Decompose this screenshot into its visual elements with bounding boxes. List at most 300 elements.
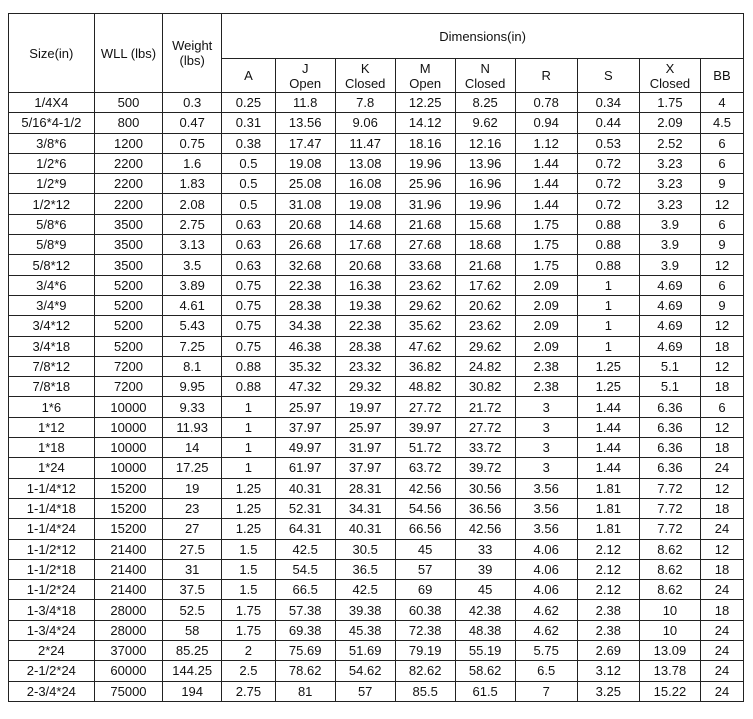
table-cell: 15200 — [94, 478, 163, 498]
table-cell: 1-1/4*18 — [9, 498, 95, 518]
table-cell: 2.38 — [515, 377, 577, 397]
table-cell: 8.62 — [639, 559, 700, 579]
table-cell: 36.82 — [395, 356, 455, 376]
table-cell: 1-3/4*24 — [9, 620, 95, 640]
table-cell: 5/8*9 — [9, 235, 95, 255]
table-cell: 25.08 — [275, 174, 335, 194]
table-cell: 25.97 — [335, 417, 395, 437]
table-row — [9, 174, 744, 194]
table-cell: 1200 — [94, 133, 163, 153]
table-cell: 6.5 — [515, 661, 577, 681]
table-cell: 24 — [700, 519, 743, 539]
table-cell: 1.81 — [577, 478, 639, 498]
table-cell: 2.09 — [515, 275, 577, 295]
table-cell: 72.38 — [395, 620, 455, 640]
table-cell: 6.36 — [639, 417, 700, 437]
table-cell: 19.96 — [395, 153, 455, 173]
table-cell: 15200 — [94, 498, 163, 518]
table-row — [9, 559, 744, 579]
table-cell: 28.31 — [335, 478, 395, 498]
table-cell: 13.96 — [455, 153, 515, 173]
table-cell: 18.68 — [455, 235, 515, 255]
table-cell: 29.32 — [335, 377, 395, 397]
table-row — [9, 133, 744, 153]
table-cell: 42.38 — [455, 600, 515, 620]
table-cell: 34.31 — [335, 498, 395, 518]
table-cell: 0.88 — [222, 356, 276, 376]
table-cell: 2*24 — [9, 641, 95, 661]
table-cell: 1.44 — [577, 438, 639, 458]
table-cell: 3.9 — [639, 235, 700, 255]
table-cell: 11.8 — [275, 93, 335, 113]
table-cell: 18 — [700, 600, 743, 620]
table-cell: 2.12 — [577, 580, 639, 600]
table-cell: 1/4X4 — [9, 93, 95, 113]
table-cell: 0.72 — [577, 153, 639, 173]
table-cell: 30.5 — [335, 539, 395, 559]
table-cell: 85.5 — [395, 681, 455, 701]
table-cell: 31 — [163, 559, 222, 579]
table-cell: 3.9 — [639, 214, 700, 234]
table-cell: 3/4*18 — [9, 336, 95, 356]
table-cell: 2.09 — [515, 336, 577, 356]
table-cell: 39 — [455, 559, 515, 579]
table-cell: 2.09 — [515, 316, 577, 336]
table-cell: 28000 — [94, 600, 163, 620]
table-cell: 19.08 — [275, 153, 335, 173]
table-cell: 5200 — [94, 275, 163, 295]
table-cell: 31.96 — [395, 194, 455, 214]
table-cell: 6.36 — [639, 438, 700, 458]
table-row — [9, 295, 744, 315]
header-row-top — [9, 14, 744, 59]
table-cell: 31.97 — [335, 438, 395, 458]
table-cell: 21400 — [94, 559, 163, 579]
table-cell: 1.6 — [163, 153, 222, 173]
table-cell: 39.72 — [455, 458, 515, 478]
table-cell: 13.09 — [639, 641, 700, 661]
table-cell: 2.5 — [222, 661, 276, 681]
table-cell: 42.5 — [275, 539, 335, 559]
table-cell: 75000 — [94, 681, 163, 701]
table-cell: 3.5 — [163, 255, 222, 275]
table-cell: 31.08 — [275, 194, 335, 214]
table-cell: 0.63 — [222, 255, 276, 275]
table-cell: 6 — [700, 275, 743, 295]
table-cell: 1*6 — [9, 397, 95, 417]
table-cell: 2.52 — [639, 133, 700, 153]
table-cell: 27.68 — [395, 235, 455, 255]
table-cell: 0.34 — [577, 93, 639, 113]
table-cell: 9.62 — [455, 113, 515, 133]
table-cell: 2.09 — [515, 295, 577, 315]
table-row — [9, 113, 744, 133]
table-cell: 69 — [395, 580, 455, 600]
table-cell: 2.69 — [577, 641, 639, 661]
table-row — [9, 458, 744, 478]
table-row — [9, 255, 744, 275]
table-cell: 8.25 — [455, 93, 515, 113]
table-cell: 1 — [577, 336, 639, 356]
table-cell: 1/2*9 — [9, 174, 95, 194]
table-cell: 0.75 — [222, 316, 276, 336]
table-cell: 2.38 — [577, 600, 639, 620]
table-cell: 66.56 — [395, 519, 455, 539]
table-row — [9, 316, 744, 336]
table-cell: 0.25 — [222, 93, 276, 113]
table-cell: 20.68 — [275, 214, 335, 234]
table-row — [9, 194, 744, 214]
table-cell: 49.97 — [275, 438, 335, 458]
table-cell: 7.8 — [335, 93, 395, 113]
table-cell: 4.5 — [700, 113, 743, 133]
table-cell: 17.47 — [275, 133, 335, 153]
table-cell: 18 — [700, 438, 743, 458]
table-cell: 2200 — [94, 174, 163, 194]
specification-table — [8, 13, 744, 702]
table-cell: 12 — [700, 539, 743, 559]
table-cell: 2.75 — [222, 681, 276, 701]
table-cell: 12 — [700, 255, 743, 275]
table-cell: 5.75 — [515, 641, 577, 661]
table-cell: 0.88 — [577, 255, 639, 275]
table-cell: 0.75 — [222, 336, 276, 356]
table-cell: 9 — [700, 295, 743, 315]
table-cell: 1-1/2*12 — [9, 539, 95, 559]
table-cell: 3.89 — [163, 275, 222, 295]
table-cell: 1 — [577, 275, 639, 295]
table-cell: 10000 — [94, 438, 163, 458]
table-cell: 20.62 — [455, 295, 515, 315]
table-cell: 6 — [700, 153, 743, 173]
table-cell: 3/4*12 — [9, 316, 95, 336]
table-cell: 1.81 — [577, 519, 639, 539]
table-cell: 1.25 — [222, 519, 276, 539]
table-cell: 5/8*12 — [9, 255, 95, 275]
header-weight: Weight (lbs) — [163, 14, 222, 93]
table-cell: 1-1/2*18 — [9, 559, 95, 579]
table-cell: 3.23 — [639, 194, 700, 214]
table-cell: 14 — [163, 438, 222, 458]
table-cell: 3.9 — [639, 255, 700, 275]
table-cell: 1.44 — [515, 174, 577, 194]
table-cell: 21400 — [94, 539, 163, 559]
table-cell: 10000 — [94, 397, 163, 417]
table-row — [9, 397, 744, 417]
table-cell: 10 — [639, 600, 700, 620]
table-cell: 17.68 — [335, 235, 395, 255]
table-cell: 24 — [700, 681, 743, 701]
table-cell: 0.44 — [577, 113, 639, 133]
table-cell: 7/8*18 — [9, 377, 95, 397]
table-cell: 2200 — [94, 153, 163, 173]
table-cell: 1.75 — [222, 620, 276, 640]
table-cell: 45.38 — [335, 620, 395, 640]
table-row — [9, 478, 744, 498]
table-cell: 79.19 — [395, 641, 455, 661]
table-cell: 13.08 — [335, 153, 395, 173]
table-cell: 3.25 — [577, 681, 639, 701]
table-cell: 85.25 — [163, 641, 222, 661]
table-row — [9, 580, 744, 600]
table-cell: 12 — [700, 417, 743, 437]
table-cell: 10 — [639, 620, 700, 640]
table-cell: 37.5 — [163, 580, 222, 600]
table-cell: 42.5 — [335, 580, 395, 600]
table-cell: 42.56 — [395, 478, 455, 498]
table-cell: 1 — [222, 397, 276, 417]
table-cell: 0.63 — [222, 214, 276, 234]
table-row — [9, 153, 744, 173]
table-cell: 1-1/2*24 — [9, 580, 95, 600]
table-cell: 12 — [700, 316, 743, 336]
table-cell: 54.5 — [275, 559, 335, 579]
table-cell: 39.97 — [395, 417, 455, 437]
table-row — [9, 275, 744, 295]
table-cell: 16.96 — [455, 174, 515, 194]
table-row — [9, 620, 744, 640]
table-cell: 22.38 — [275, 275, 335, 295]
table-cell: 1*24 — [9, 458, 95, 478]
table-cell: 3 — [515, 438, 577, 458]
table-cell: 1.44 — [577, 397, 639, 417]
table-cell: 19.08 — [335, 194, 395, 214]
table-row — [9, 661, 744, 681]
header-dimension-2: K Closed — [335, 59, 395, 93]
table-cell: 42.56 — [455, 519, 515, 539]
table-cell: 22.38 — [335, 316, 395, 336]
table-cell: 1/2*12 — [9, 194, 95, 214]
table-cell: 48.82 — [395, 377, 455, 397]
header-size: Size(in) — [9, 14, 95, 93]
table-row — [9, 377, 744, 397]
table-row — [9, 214, 744, 234]
table-cell: 1.25 — [577, 356, 639, 376]
table-cell: 28.38 — [275, 295, 335, 315]
table-cell: 13.56 — [275, 113, 335, 133]
table-cell: 1.44 — [577, 458, 639, 478]
table-cell: 4.06 — [515, 580, 577, 600]
table-row — [9, 438, 744, 458]
table-cell: 15.22 — [639, 681, 700, 701]
table-cell: 3 — [515, 397, 577, 417]
table-cell: 1.5 — [222, 580, 276, 600]
table-cell: 66.5 — [275, 580, 335, 600]
table-cell: 3.23 — [639, 153, 700, 173]
table-cell: 3.23 — [639, 174, 700, 194]
table-cell: 4.06 — [515, 539, 577, 559]
table-cell: 5200 — [94, 295, 163, 315]
table-header — [9, 14, 744, 93]
table-cell: 29.62 — [395, 295, 455, 315]
table-cell: 24.82 — [455, 356, 515, 376]
table-cell: 27.72 — [455, 417, 515, 437]
table-cell: 10000 — [94, 417, 163, 437]
table-cell: 1*18 — [9, 438, 95, 458]
table-cell: 4.69 — [639, 316, 700, 336]
table-cell: 1.5 — [222, 559, 276, 579]
table-row — [9, 539, 744, 559]
table-cell: 2.12 — [577, 539, 639, 559]
table-cell: 11.93 — [163, 417, 222, 437]
header-dimension-7: X Closed — [639, 59, 700, 93]
table-cell: 1/2*6 — [9, 153, 95, 173]
table-cell: 36.56 — [455, 498, 515, 518]
table-cell: 0.72 — [577, 174, 639, 194]
table-cell: 7.72 — [639, 519, 700, 539]
table-cell: 27.5 — [163, 539, 222, 559]
table-cell: 9 — [700, 235, 743, 255]
table-cell: 54.62 — [335, 661, 395, 681]
table-cell: 33 — [455, 539, 515, 559]
table-cell: 0.47 — [163, 113, 222, 133]
table-cell: 2.08 — [163, 194, 222, 214]
table-cell: 1 — [222, 417, 276, 437]
table-cell: 3.56 — [515, 478, 577, 498]
table-cell: 1.83 — [163, 174, 222, 194]
table-cell: 14.68 — [335, 214, 395, 234]
header-dimension-5: R — [515, 59, 577, 93]
table-cell: 4.69 — [639, 295, 700, 315]
table-cell: 0.72 — [577, 194, 639, 214]
table-row — [9, 417, 744, 437]
table-cell: 0.75 — [222, 275, 276, 295]
table-body — [9, 93, 744, 702]
table-cell: 45 — [455, 580, 515, 600]
table-cell: 64.31 — [275, 519, 335, 539]
table-cell: 21.68 — [455, 255, 515, 275]
table-cell: 0.63 — [222, 235, 276, 255]
table-cell: 48.38 — [455, 620, 515, 640]
table-cell: 6 — [700, 397, 743, 417]
table-cell: 5200 — [94, 336, 163, 356]
table-cell: 37.97 — [335, 458, 395, 478]
table-cell: 1.44 — [515, 194, 577, 214]
table-cell: 29.62 — [455, 336, 515, 356]
table-row — [9, 356, 744, 376]
table-cell: 57.38 — [275, 600, 335, 620]
table-cell: 3/8*6 — [9, 133, 95, 153]
table-cell: 6 — [700, 214, 743, 234]
table-cell: 9.06 — [335, 113, 395, 133]
table-cell: 4.62 — [515, 620, 577, 640]
table-row — [9, 93, 744, 113]
table-cell: 54.56 — [395, 498, 455, 518]
table-cell: 3500 — [94, 235, 163, 255]
table-cell: 19.38 — [335, 295, 395, 315]
table-cell: 4.69 — [639, 336, 700, 356]
table-cell: 12 — [700, 478, 743, 498]
table-cell: 19 — [163, 478, 222, 498]
table-cell: 10000 — [94, 458, 163, 478]
table-row — [9, 600, 744, 620]
table-cell: 1-3/4*18 — [9, 600, 95, 620]
table-row — [9, 519, 744, 539]
table-cell: 4.62 — [515, 600, 577, 620]
table-cell: 6.36 — [639, 458, 700, 478]
table-cell: 3500 — [94, 214, 163, 234]
table-cell: 24 — [700, 620, 743, 640]
table-cell: 20.68 — [335, 255, 395, 275]
table-cell: 4.69 — [639, 275, 700, 295]
table-cell: 37000 — [94, 641, 163, 661]
table-cell: 25.96 — [395, 174, 455, 194]
table-cell: 3/4*6 — [9, 275, 95, 295]
table-cell: 24 — [700, 458, 743, 478]
table-cell: 3.56 — [515, 519, 577, 539]
header-dimension-4: N Closed — [455, 59, 515, 93]
table-cell: 82.62 — [395, 661, 455, 681]
table-cell: 6.36 — [639, 397, 700, 417]
table-cell: 28000 — [94, 620, 163, 640]
table-cell: 45 — [395, 539, 455, 559]
header-dimension-1: J Open — [275, 59, 335, 93]
table-cell: 14.12 — [395, 113, 455, 133]
table-cell: 25.97 — [275, 397, 335, 417]
table-cell: 51.69 — [335, 641, 395, 661]
table-cell: 27.72 — [395, 397, 455, 417]
table-cell: 40.31 — [335, 519, 395, 539]
table-cell: 75.69 — [275, 641, 335, 661]
table-cell: 6 — [700, 133, 743, 153]
table-cell: 0.78 — [515, 93, 577, 113]
table-cell: 1.12 — [515, 133, 577, 153]
table-cell: 0.5 — [222, 153, 276, 173]
table-cell: 47.62 — [395, 336, 455, 356]
table-cell: 35.32 — [275, 356, 335, 376]
table-cell: 57 — [395, 559, 455, 579]
table-cell: 0.94 — [515, 113, 577, 133]
table-cell: 46.38 — [275, 336, 335, 356]
table-cell: 5.43 — [163, 316, 222, 336]
table-cell: 12 — [700, 356, 743, 376]
table-cell: 23.62 — [455, 316, 515, 336]
table-cell: 58.62 — [455, 661, 515, 681]
table-cell: 60000 — [94, 661, 163, 681]
table-row — [9, 641, 744, 661]
table-cell: 0.53 — [577, 133, 639, 153]
table-cell: 52.5 — [163, 600, 222, 620]
table-cell: 0.75 — [163, 133, 222, 153]
table-cell: 2-1/2*24 — [9, 661, 95, 681]
table-cell: 18.16 — [395, 133, 455, 153]
table-cell: 2.12 — [577, 559, 639, 579]
table-cell: 55.19 — [455, 641, 515, 661]
table-cell: 18 — [700, 336, 743, 356]
table-cell: 5/8*6 — [9, 214, 95, 234]
table-cell: 11.47 — [335, 133, 395, 153]
table-cell: 17.62 — [455, 275, 515, 295]
table-cell: 35.62 — [395, 316, 455, 336]
table-cell: 21400 — [94, 580, 163, 600]
table-cell: 2.75 — [163, 214, 222, 234]
table-row — [9, 235, 744, 255]
table-cell: 1 — [577, 316, 639, 336]
table-cell: 60.38 — [395, 600, 455, 620]
table-cell: 3.13 — [163, 235, 222, 255]
table-row — [9, 336, 744, 356]
table-cell: 1 — [577, 295, 639, 315]
table-cell: 0.5 — [222, 174, 276, 194]
table-cell: 0.3 — [163, 93, 222, 113]
table-cell: 800 — [94, 113, 163, 133]
table-cell: 9.33 — [163, 397, 222, 417]
table-cell: 1.25 — [577, 377, 639, 397]
table-cell: 0.88 — [577, 235, 639, 255]
table-cell: 7200 — [94, 356, 163, 376]
table-cell: 51.72 — [395, 438, 455, 458]
table-cell: 33.68 — [395, 255, 455, 275]
